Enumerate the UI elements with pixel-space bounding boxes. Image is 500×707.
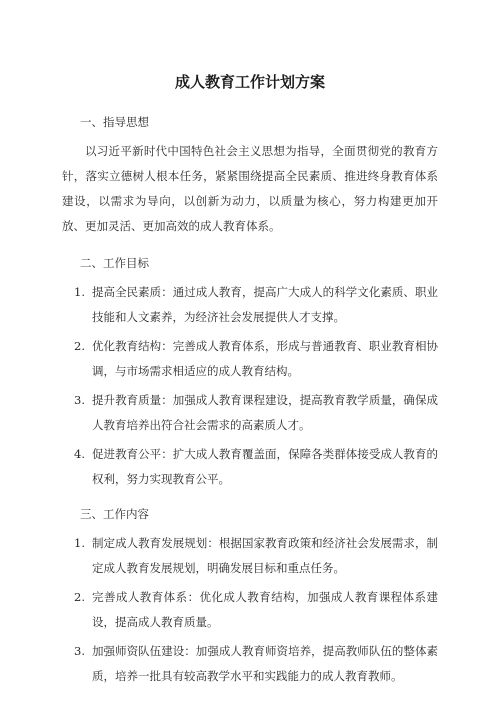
document-title: 成人教育工作计划方案 xyxy=(174,73,325,91)
list-item-number: 2. xyxy=(74,590,85,604)
section-heading: 二、工作目标 xyxy=(80,256,149,270)
list-item xyxy=(62,280,438,330)
list-item-text: 提升教育质量：加强成人教育课程建设，提高教育教学质量，确保成人教育培养出符合社会需求的高素质人才。 xyxy=(92,393,438,432)
section-guiding-ideology xyxy=(62,110,438,239)
list-item-number: 1. xyxy=(74,536,85,550)
list-item-number: 4. xyxy=(74,447,85,461)
list-item-number: 3. xyxy=(74,644,85,658)
list-item xyxy=(62,388,438,438)
list-item-number: 3. xyxy=(74,393,85,407)
goal-list xyxy=(62,280,438,492)
list-item-text: 促进教育公平：扩大成人教育覆盖面，保障各类群体接受成人教育的权利，努力实现教育公平。 xyxy=(92,447,438,486)
list-item-text: 完善成人教育体系：优化成人教育结构，加强成人教育课程体系建设，提高成人教育质量。 xyxy=(92,590,438,629)
list-item xyxy=(62,585,438,635)
section-heading: 一、指导思想 xyxy=(80,115,149,129)
section-work-goals xyxy=(62,251,438,492)
list-item-text: 提高全民素质：通过成人教育，提高广大成人的科学文化素质、职业技能和人文素养，为经济社会发展提供人才支撑。 xyxy=(92,285,438,324)
content-list xyxy=(62,531,438,689)
list-item xyxy=(62,531,438,581)
list-item-text: 加强师资队伍建设：加强成人教育师资培养，提高教师队伍的整体素质，培养一批具有较高教学水平和实践能力的成人教育教师。 xyxy=(92,644,438,683)
list-item-number: 1. xyxy=(74,285,85,299)
list-item xyxy=(62,334,438,384)
section-work-content xyxy=(62,502,438,689)
list-item-number: 2. xyxy=(74,339,85,353)
list-item-text: 制定成人教育发展规划：根据国家教育政策和经济社会发展需求，制定成人教育发展规划，明确发展目标和重点任务。 xyxy=(92,536,438,575)
list-item xyxy=(62,639,438,689)
list-item xyxy=(62,442,438,492)
section-paragraph: 以习近平新时代中国特色社会主义思想为指导，全面贯彻党的教育方针，落实立德树人根本任务，紧紧围绕提高全民素质、推进终身教育体系建设，以需求为导向，以创新为动力，以质量为核心，努力构建更加开放、更加灵活、更加高效的成人教育体系。 xyxy=(62,144,438,233)
section-heading: 三、工作内容 xyxy=(80,507,149,521)
list-item-text: 优化教育结构：完善成人教育体系，形成与普通教育、职业教育相协调，与市场需求相适应的成人教育结构。 xyxy=(92,339,438,378)
